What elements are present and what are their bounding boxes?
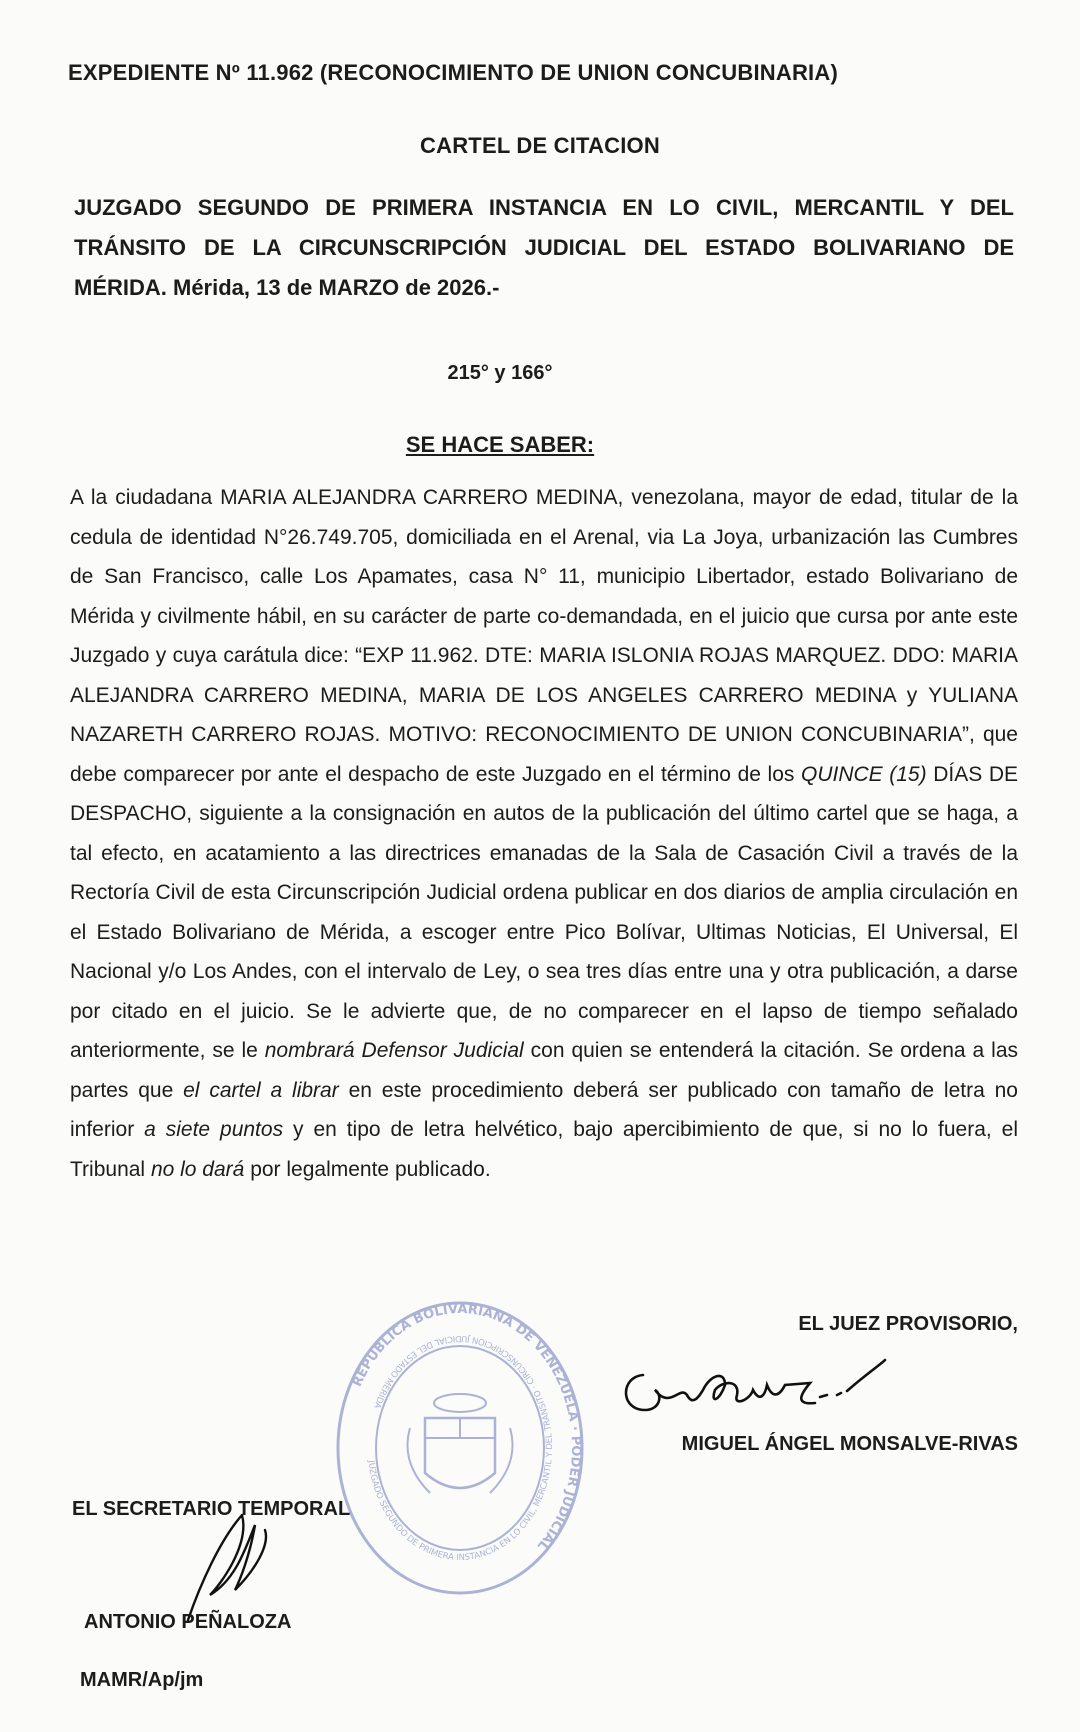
judge-signature-icon xyxy=(615,1355,955,1425)
court-heading: JUZGADO SEGUNDO DE PRIMERA INSTANCIA EN LO CIVIL, MERCANTIL Y DEL TRÁNSITO DE LA CIRCUNSCRIPCIÓN JUDICIAL DEL ESTADO BOLIVARIANO DE MÉRIDA. Mérida, 13 de MARZO de 2026.- xyxy=(74,195,1014,300)
years-line: 215° y 166° xyxy=(447,362,553,384)
initials: MAMR/Ap/jm xyxy=(80,1669,204,1691)
svg-text:JUZGADO SEGUNDO DE PRIMERA INS xyxy=(366,1333,556,1563)
expediente-heading: EXPEDIENTE Nº 11.962 (RECONOCIMIENTO DE UNION CONCUBINARIA) xyxy=(68,60,838,85)
stamp-outer-text: REPUBLICA BOLIVARIANA DE VENEZUELA · PODER JUDICIAL xyxy=(349,1301,584,1554)
court-stamp xyxy=(330,1298,590,1598)
body-text-2: DÍAS DE DESPACHO, siguiente a la consignación en autos de la publicación del último cartel que se haga, a tal efecto, en acatamiento a las directrices emanadas de la Sala de Casación Civil a través de la Rectoría Civil de esta Circunscripción Judicial ordena publicar en dos diarios de amplia circulación en el Estado Bolivariano de Mérida, a escoger entre Pico Bolívar, Ultimas Noticias, El Universal, El Nacional y/o Los Andes, con el intervalo de Ley, o sea tres días entre una y otra publicación, a darse por citado en el juicio. Se le advierte que, de no comparecer en el lapso de tiempo señalado anteriormente, se le xyxy=(70,762,1019,1062)
body-text-1: A la ciudadana MARIA ALEJANDRA CARRERO MEDINA, venezolana, mayor de edad, titular de la cedula de identidad N°26.749.705, domiciliada en el Arenal, via La Joya, urbanización las Cumbres de San Francisco, calle Los Apamates, casa N° 11, municipio Libertador, estado Bolivariano de Mérida y civilmente hábil, en su carácter de parte co-demandada, en el juicio que cursa por ante este Juzgado y cuya carátula dice: “EXP 11.962. DTE: MARIA ISLONIA ROJAS MARQUEZ. DDO: MARIA ALEJANDRA CARRERO MEDINA, MARIA DE LOS ANGELES CARRERO MEDINA y YULIANA NAZARETH CARRERO ROJAS. MOTIVO: RECONOCIMIENTO DE UNION CONCUBINARIA”, que debe comparecer por ante el despacho de este Juzgado en el término de los xyxy=(70,486,1018,786)
cartel-italic: el cartel a librar xyxy=(183,1078,339,1102)
judge-title: EL JUEZ PROVISORIO, xyxy=(798,1313,1018,1335)
secretary-signature-icon xyxy=(180,1500,300,1625)
term-italic: QUINCE (15) xyxy=(800,762,927,786)
defensor-italic: nombrará Defensor Judicial xyxy=(264,1039,524,1062)
judge-name: MIGUEL ÁNGEL MONSALVE-RIVAS xyxy=(681,1433,1018,1455)
document-title: CARTEL DE CITACION xyxy=(420,133,660,158)
notice-heading: SE HACE SABER: xyxy=(405,432,595,457)
secretary-name: ANTONIO PEÑALOZA xyxy=(84,1611,292,1633)
puntos-italic: a siete puntos xyxy=(144,1118,284,1141)
no-dara-italic: no lo dará xyxy=(150,1157,245,1181)
body-paragraph xyxy=(70,478,1018,1189)
body-text-3: con quien se entenderá la citación. Se ordena a las partes que xyxy=(70,1039,1018,1102)
body-text-4: en este procedimiento deberá ser publicado con tamaño de letra no inferior xyxy=(70,1078,1018,1141)
body-text-5: y en tipo de letra helvético, bajo apercibimiento de que, si no lo fuera, el Tribunal xyxy=(70,1118,1018,1181)
secretary-title: EL SECRETARIO TEMPORAL xyxy=(72,1498,351,1520)
body-text-6: por legalmente publicado. xyxy=(250,1157,491,1181)
stamp-inner-text: JUZGADO SEGUNDO DE PRIMERA INSTANCIA EN LO CIVIL, MERCANTIL Y DEL TRANSITO · CIRCUNSCRIPCION JUDICIAL DEL ESTADO MERIDA xyxy=(365,1332,556,1564)
